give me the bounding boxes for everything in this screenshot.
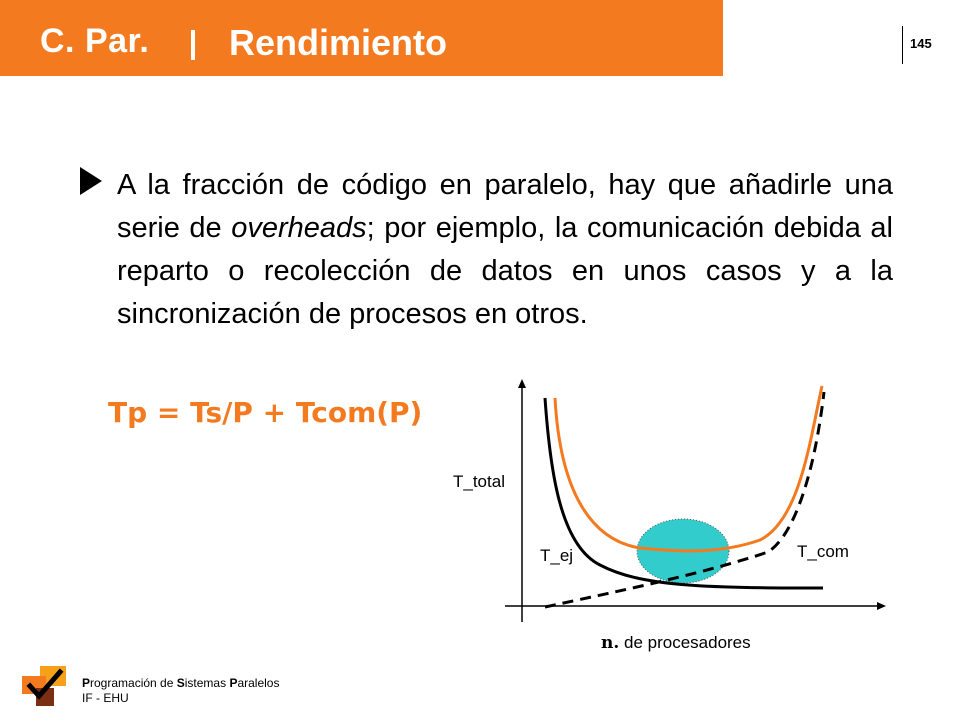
ehu-logo-icon (22, 666, 70, 706)
label-t-ej: T_ej (540, 546, 574, 565)
bullet-arrow-icon (80, 167, 102, 195)
footer-text (82, 676, 279, 706)
body-text-start: A la fracción de código en paralelo, hay que añadirle una serie de (117, 169, 893, 244)
page-title: Rendimiento (229, 22, 448, 63)
x-axis-label-text: de procesadores (619, 633, 751, 652)
page-number-divider (902, 26, 903, 64)
formula: Tp = Ts/P + Tcom(P) (108, 396, 423, 429)
body-text-emphasis: overheads (231, 212, 367, 244)
course-label: C. Par. (40, 22, 150, 60)
footer-line-2: IF - EHU (82, 691, 129, 705)
label-t-total: T_total (453, 472, 505, 491)
footer-line-1: Programación de Sistemas Paralelos (82, 676, 280, 690)
body-paragraph (117, 164, 893, 336)
body-text-end: ; por ejemplo, la comunicación debida al reparto o recolección de datos en unos casos y a la sincronización de procesos en otros. (117, 212, 894, 330)
x-axis-arrow-icon (877, 602, 886, 610)
y-axis-arrow-icon (518, 379, 526, 388)
header-separator (191, 30, 195, 60)
performance-diagram (440, 370, 900, 630)
label-t-com: T_com (797, 542, 849, 561)
x-axis-label (601, 633, 751, 653)
page-number: 145 (910, 36, 932, 51)
x-axis-label-prefix: n. (601, 633, 620, 653)
